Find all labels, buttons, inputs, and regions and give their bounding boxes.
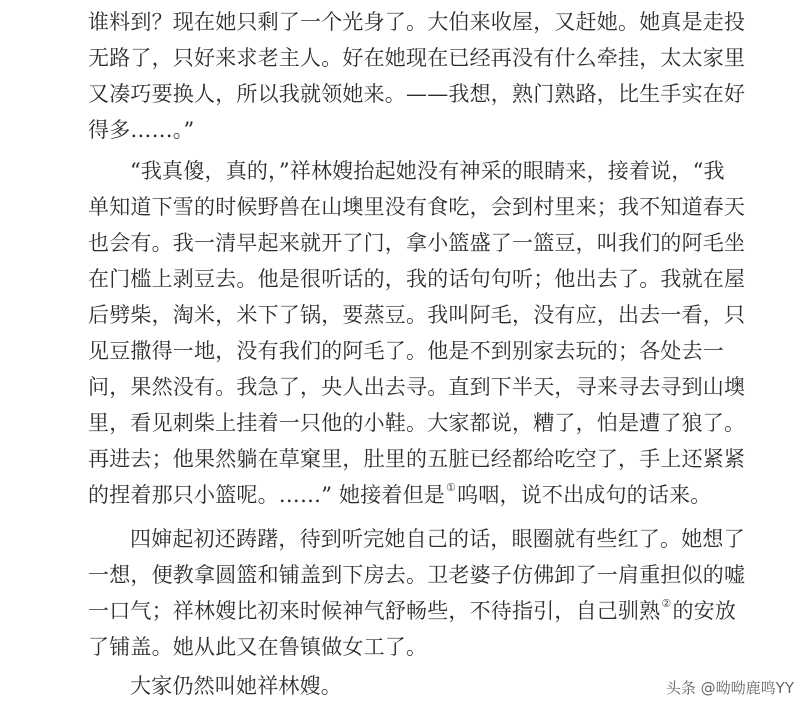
text-line: 四婶起初还踌躇，待到听完她自己的话，眼圈就有些红了。她想了 — [130, 527, 745, 551]
text-line: 得多……。” — [88, 118, 195, 142]
text-line — [88, 593, 738, 629]
footnote-marker: ② — [661, 597, 672, 610]
text-line: 在门槛上剥豆去。他是很听话的，我的话句句听；他出去了。我就在屋 — [88, 267, 746, 291]
watermark: 头条 @呦呦鹿鸣YY — [665, 679, 794, 697]
text-segment: 的安放 — [672, 599, 737, 623]
text-line: 也会有。我一清早起来就开了门，拿小篮盛了一篮豆，叫我们的阿毛坐 — [88, 231, 746, 255]
text-line: 了铺盖。她从此又在鲁镇做女工了。 — [88, 635, 428, 659]
text-line — [88, 477, 738, 513]
text-line: 无路了，只好来求老主人。好在她现在已经再没有什么牵挂，太太家里 — [88, 46, 746, 70]
text-line: 再进去；他果然躺在草窠里，肚里的五脏已经都给吃空了，手上还紧紧 — [88, 447, 746, 471]
text-line: 又凑巧要换人，所以我就领她来。——我想，熟门熟路，比生手实在好 — [88, 82, 746, 106]
text-segment: 呜咽，说不出成句的话来。 — [457, 483, 712, 507]
text-line: “我真傻，真的，”祥林嫂抬起她没有神采的眼睛来，接着说，“我 — [130, 159, 725, 183]
text-line: 一想，便教拿圆篮和铺盖到下房去。卫老婆子仿佛卸了一肩重担似的嘘 — [88, 563, 746, 587]
text-line: 后劈柴，淘米，米下了锅，要蒸豆。我叫阿毛，没有应，出去一看，只 — [88, 303, 746, 327]
text-line: 谁料到？现在她只剩了一个光身了。大伯来收屋，又赶她。她真是走投 — [88, 10, 746, 34]
text-line: 见豆撒得一地，没有我们的阿毛了。他是不到别家去玩的；各处去一 — [88, 339, 724, 363]
text-line: 大家仍然叫她祥林嫂。 — [130, 674, 342, 698]
text-line: 问，果然没有。我急了，央人出去寻。直到下半天，寻来寻去寻到山墺 — [88, 375, 746, 399]
footnote-marker: ① — [446, 481, 457, 494]
text-segment: 一口气；祥林嫂比初来时候神气舒畅些，不待指引，自己驯熟 — [88, 599, 661, 623]
text-segment: 的捏着那只小篮呢。……” 她接着但是 — [88, 483, 446, 507]
text-line: 单知道下雪的时候野兽在山墺里没有食吃，会到村里来；我不知道春天 — [88, 195, 746, 219]
text-line: 里，看见刺柴上挂着一只他的小鞋。大家都说，糟了，怕是遭了狼了。 — [88, 411, 746, 435]
